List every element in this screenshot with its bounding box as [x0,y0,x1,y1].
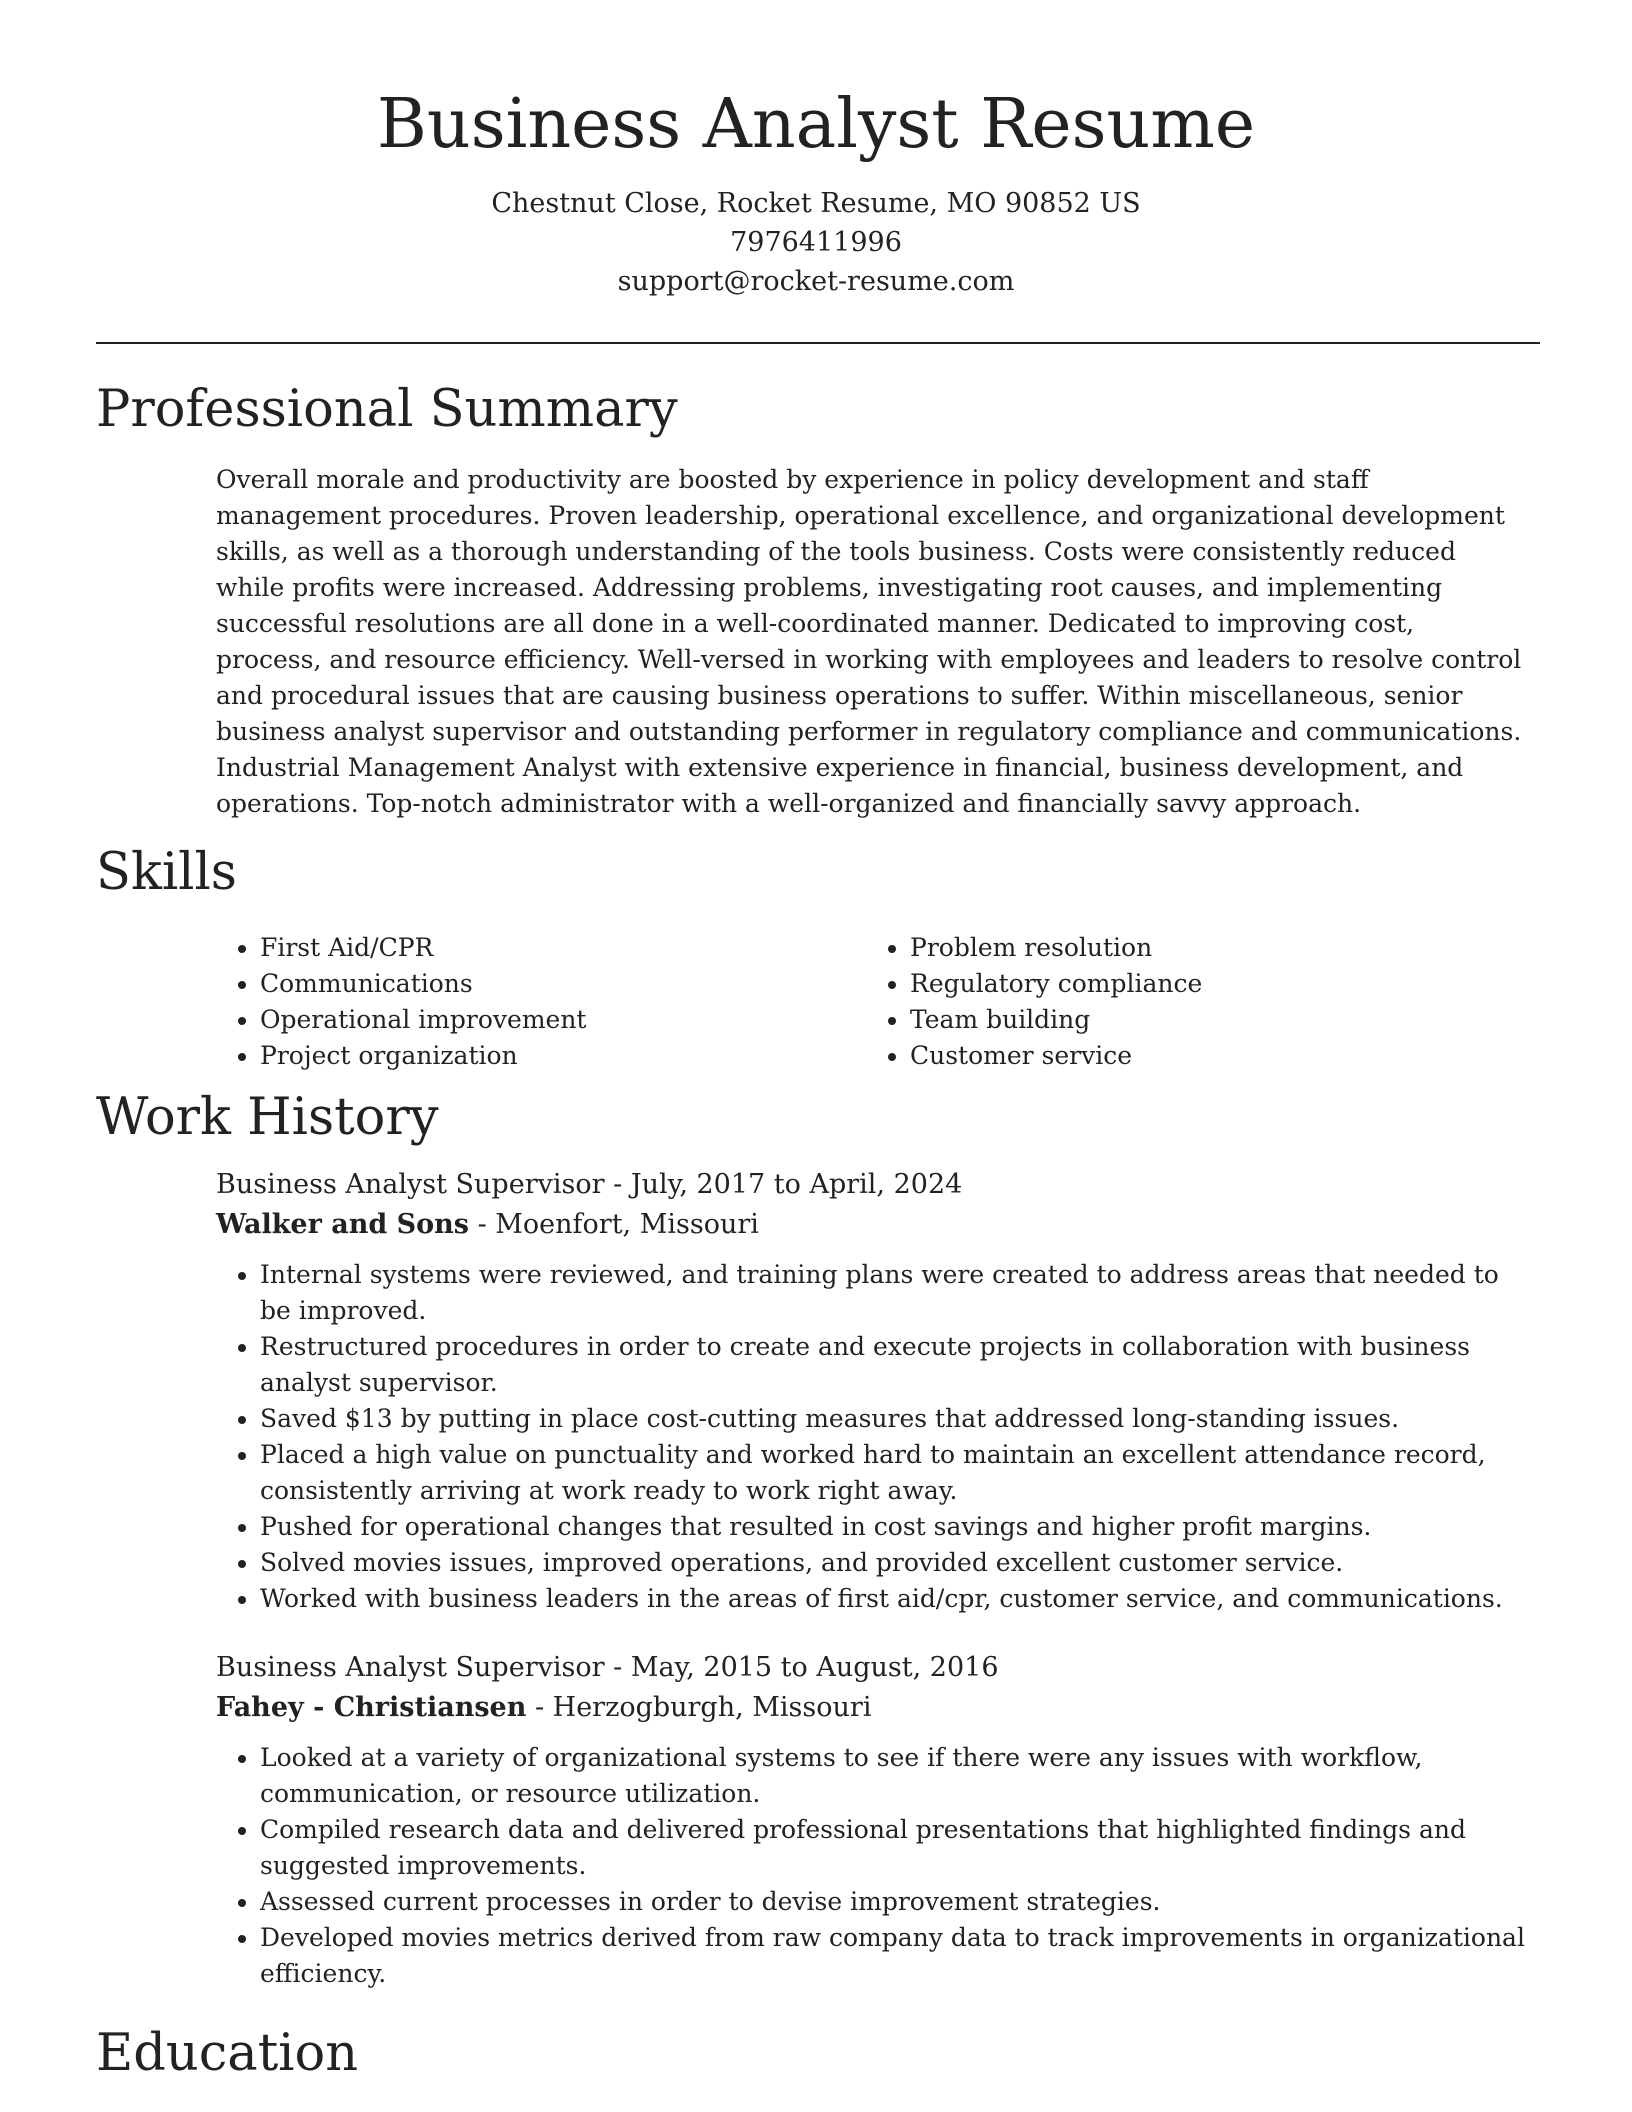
job-bullet: • Worked with business leaders in the areas of first aid/cpr, customer service, and communications. [260,1581,1526,1617]
job-bullet: • Solved movies issues, improved operations, and provided excellent customer service. [260,1545,1526,1581]
skill-item: • First Aid/CPR [260,930,866,966]
education-heading: Education [96,2024,359,2083]
summary-text: Overall morale and productivity are boosted by experience in policy development and staff management procedures. Proven leadership, operational excellence, and organizational development skills, as well as a thorough understanding of the tools business. Costs were consistently reduced while profits were increased. Addressing problems, investigating root causes, and implementing successful resolutions are all done in a well-coordinated manner. Dedicated to improving cost, process, and resource efficiency. Well-versed in working with employees and leaders to resolve control and procedural issues that are causing business operations to suffer. Within miscellaneous, senior business analyst supervisor and outstanding performer in regulatory compliance and communications. Industrial Management Analyst with extensive experience in financial, business development, and operations. Top-notch administrator with a well-organized and financially savvy approach. [216,465,1522,818]
separator: - [526,1692,553,1723]
job-bullet: • Placed a high value on punctuality and worked hard to maintain an excellent attendance record, consistently arriving at work ready to work right away. [260,1437,1526,1509]
job-company: Walker and Sons [216,1209,469,1240]
job-entry [216,1648,1526,1992]
work-history-heading: Work History [96,1088,439,1147]
separator: - [604,1169,631,1200]
job-company: Fahey - Christiansen [216,1692,527,1723]
job-bullet: • Restructured procedures in order to create and execute projects in collaboration with business analyst supervisor. [260,1329,1526,1401]
job-bullet: • Compiled research data and delivered professional presentations that highlighted findings and suggested improvements. [260,1812,1526,1884]
job-bullet: • Pushed for operational changes that resulted in cost savings and higher profit margins. [260,1509,1526,1545]
contact-info [0,184,1632,301]
job-location: Herzogburgh, Missouri [552,1692,872,1723]
job-dates: May, 2015 to August, 2016 [630,1652,999,1683]
skill-item: • Operational improvement [260,1002,866,1038]
job-bullet: • Looked at a variety of organizational systems to see if there were any issues with workflow, communication, or resource utilization. [260,1740,1526,1812]
skill-item: • Problem resolution [910,930,1516,966]
contact-phone: 7976411996 [730,227,902,258]
job-title-line [216,1165,1526,1205]
skills-column-right [866,930,1516,1074]
job-bullet: • Developed movies metrics derived from raw company data to track improvements in organizational efficiency. [260,1920,1526,1992]
skills-heading: Skills [96,843,237,902]
summary-heading: Professional Summary [96,380,678,439]
job-bullets [216,1257,1526,1617]
job-location: Moenfort, Missouri [495,1209,759,1240]
job-bullet: • Internal systems were reviewed, and training plans were created to address areas that needed to be improved. [260,1257,1526,1329]
skill-item: • Project organization [260,1038,866,1074]
header-divider [96,342,1540,344]
job-bullets [216,1740,1526,1992]
skill-item: • Team building [910,1002,1516,1038]
job-bullet: • Assessed current processes in order to devise improvement strategies. [260,1884,1526,1920]
job-bullet: • Saved $13 by putting in place cost-cutting measures that addressed long-standing issues. [260,1401,1526,1437]
job-title: Business Analyst Supervisor [216,1169,605,1200]
separator: - [604,1652,631,1683]
resume-title: Business Analyst Resume [376,85,1256,164]
job-title-line [216,1648,1526,1688]
skills-column-left [216,930,866,1074]
contact-address: Chestnut Close, Rocket Resume, MO 90852 US [491,188,1141,219]
job-entry [216,1165,1526,1617]
job-company-line [216,1688,1526,1728]
skill-item: • Customer service [910,1038,1516,1074]
skill-item: • Regulatory compliance [910,966,1516,1002]
job-dates: July, 2017 to April, 2024 [630,1169,963,1200]
job-title: Business Analyst Supervisor [216,1652,605,1683]
contact-email: support@rocket-resume.com [617,266,1015,297]
skill-item: • Communications [260,966,866,1002]
separator: - [468,1209,496,1240]
skills-list [216,930,1526,1074]
resume-header [0,80,1632,301]
job-company-line [216,1205,1526,1245]
